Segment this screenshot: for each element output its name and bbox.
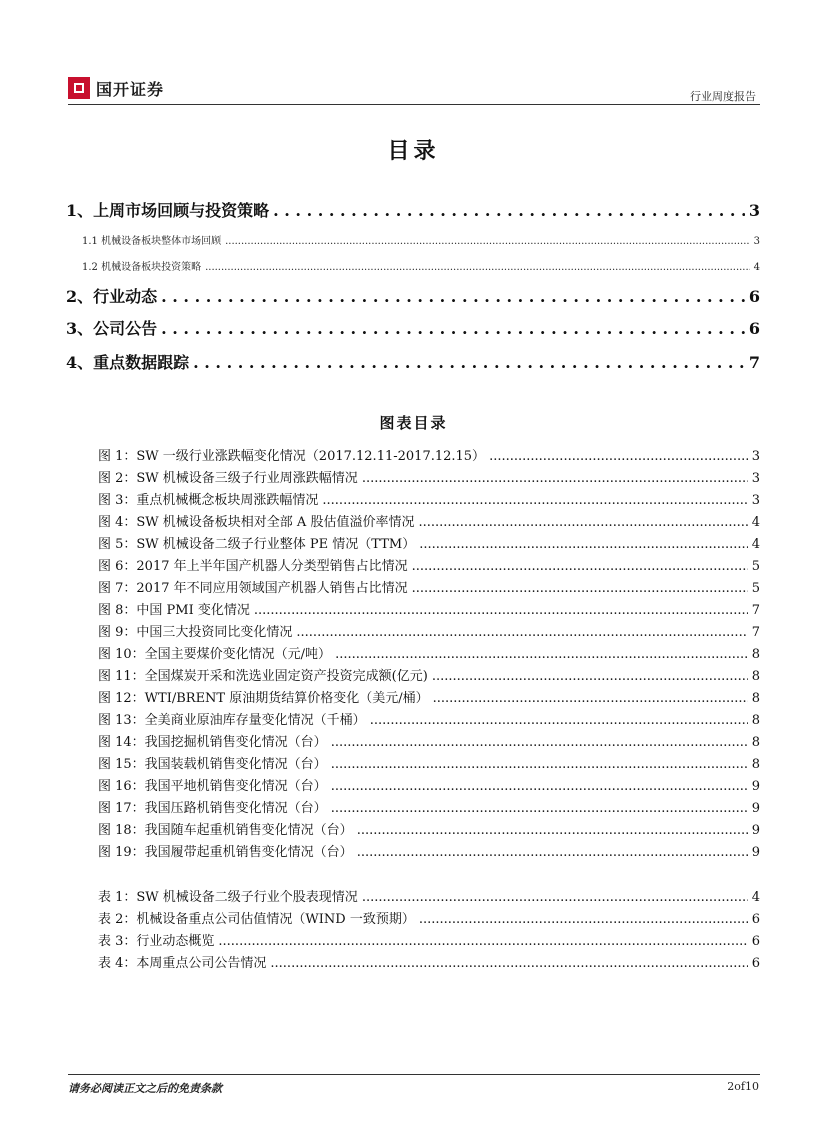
figure-leader [331, 779, 748, 794]
figure-entry-page: 3 [751, 449, 760, 464]
figure-leader [489, 449, 748, 464]
figure-entry[interactable] [98, 709, 760, 729]
toc-entry-page: 7 [748, 353, 760, 372]
figure-entry[interactable] [98, 467, 760, 487]
figure-entry-label: 图 13：全美商业原油库存量变化情况（千桶） [98, 713, 366, 728]
figure-entry-page: 8 [751, 735, 760, 750]
toc-leader [161, 287, 745, 306]
figure-entry-page: 8 [751, 647, 760, 662]
figure-entry[interactable] [98, 445, 760, 465]
toc-title: 目录 [387, 138, 440, 164]
table-leader [362, 890, 748, 905]
figure-entry-page: 7 [751, 603, 760, 618]
table-entry-page: 4 [751, 890, 760, 905]
figure-entry-page: 5 [751, 559, 760, 574]
figure-leader [322, 493, 747, 508]
figure-leader [433, 691, 748, 706]
footer-disclaimer: 请务必阅读正文之后的免责条款 [68, 1082, 222, 1095]
toc-leader [205, 262, 750, 273]
toc-leader [193, 353, 745, 372]
toc-entry-page: 6 [748, 287, 760, 306]
brand-mark-icon [68, 77, 90, 99]
table-entry[interactable] [98, 886, 760, 906]
toc-entry-label: 1、上周市场回顾与投资策略 [66, 201, 270, 220]
figure-entry-label: 图 18：我国随车起重机销售变化情况（台） [98, 823, 353, 838]
figure-entry-label: 图 12：WTI/BRENT 原油期货结算价格变化（美元/桶） [98, 691, 429, 706]
figure-leader [412, 559, 748, 574]
figure-entry-label: 图 7：2017 年不同应用领域国产机器人销售占比情况 [98, 581, 408, 596]
figure-entry-page: 9 [751, 845, 760, 860]
figure-entry[interactable] [98, 555, 760, 575]
figure-entry-label: 图 19：我国履带起重机销售变化情况（台） [98, 845, 353, 860]
figure-entry-label: 图 17：我国压路机销售变化情况（台） [98, 801, 327, 816]
table-entry[interactable] [98, 930, 760, 950]
toc-leader [273, 201, 745, 220]
figure-entry-page: 3 [751, 493, 760, 508]
figure-entry-page: 8 [751, 691, 760, 706]
figure-entry-label: 图 11：全国煤炭开采和洗选业固定资产投资完成额(亿元) [98, 669, 428, 684]
figure-entry[interactable] [98, 753, 760, 773]
figure-entry-label: 图 9：中国三大投资同比变化情况 [98, 625, 293, 640]
table-entry-page: 6 [751, 912, 760, 927]
figure-entry-page: 7 [751, 625, 760, 640]
toc-entry-page: 6 [748, 319, 760, 338]
figure-leader [412, 581, 748, 596]
figure-entry-page: 5 [751, 581, 760, 596]
figure-entry[interactable] [98, 621, 760, 641]
toc-entry-page: 3 [753, 236, 760, 247]
figure-entry[interactable] [98, 489, 760, 509]
toc-entry-page: 3 [748, 201, 760, 220]
toc-entry-label: 1.2 机械设备板块投资策略 [82, 262, 202, 273]
figure-entry-label: 图 15：我国装载机销售变化情况（台） [98, 757, 327, 772]
brand-name: 国开证券 [96, 79, 165, 99]
figure-entry[interactable] [98, 841, 760, 861]
figure-entry-label: 图 6：2017 年上半年国产机器人分类型销售占比情况 [98, 559, 408, 574]
toc-entry-label: 4、重点数据跟踪 [66, 353, 190, 372]
figure-entry-label: 图 1：SW 一级行业涨跌幅变化情况（2017.12.11-2017.12.15） [98, 449, 486, 464]
figure-entry[interactable] [98, 511, 760, 531]
figure-entry[interactable] [98, 819, 760, 839]
figure-entry-label: 图 14：我国挖掘机销售变化情况（台） [98, 735, 327, 750]
footer-divider [68, 1074, 760, 1075]
toc-entry[interactable] [66, 316, 760, 338]
figure-entry-label: 图 5：SW 机械设备二级子行业整体 PE 情况（TTM） [98, 537, 416, 552]
header-divider [68, 104, 760, 105]
figure-entry[interactable] [98, 599, 760, 619]
table-leader [270, 956, 747, 971]
report-type: 行业周度报告 [690, 90, 756, 103]
figure-leader [254, 603, 748, 618]
figure-entry-page: 8 [751, 757, 760, 772]
table-entry-label: 表 3：行业动态概览 [98, 934, 215, 949]
figure-entry[interactable] [98, 533, 760, 553]
figure-leader [331, 801, 748, 816]
figure-entry[interactable] [98, 643, 760, 663]
figure-entry[interactable] [98, 797, 760, 817]
figure-entry-page: 9 [751, 779, 760, 794]
table-entry-label: 表 1：SW 机械设备二级子行业个股表现情况 [98, 890, 358, 905]
figure-entry-label: 图 10：全国主要煤价变化情况（元/吨） [98, 647, 332, 662]
page-header [68, 74, 758, 106]
table-entry-label: 表 2：机械设备重点公司估值情况（WIND 一致预期） [98, 912, 415, 927]
figure-leader [362, 471, 748, 486]
figure-entry-page: 8 [751, 669, 760, 684]
toc-entry[interactable] [66, 350, 760, 372]
figures-title: 图表目录 [379, 414, 448, 432]
figure-leader [331, 735, 748, 750]
figure-entry-label: 图 2：SW 机械设备三级子行业周涨跌幅情况 [98, 471, 358, 486]
table-entry[interactable] [98, 908, 760, 928]
toc-entry-page: 4 [753, 262, 760, 273]
toc-entry[interactable] [66, 198, 760, 220]
toc-entry-label: 3、公司公告 [66, 319, 158, 338]
figure-entry-page: 9 [751, 801, 760, 816]
toc-entry[interactable] [66, 284, 760, 306]
table-entry-page: 6 [751, 956, 760, 971]
figure-entry-page: 4 [751, 515, 760, 530]
figure-leader [370, 713, 748, 728]
table-entry-page: 6 [751, 934, 760, 949]
table-entry[interactable] [98, 952, 760, 972]
figure-entry-page: 3 [751, 471, 760, 486]
figure-entry-label: 图 3：重点机械概念板块周涨跌幅情况 [98, 493, 319, 508]
toc-entry[interactable] [82, 258, 760, 272]
figure-entry-label: 图 8：中国 PMI 变化情况 [98, 603, 250, 618]
figure-entry-page: 9 [751, 823, 760, 838]
figure-leader [331, 757, 748, 772]
figure-leader [357, 845, 748, 860]
page-number: 2of10 [727, 1080, 759, 1093]
figure-leader [418, 515, 747, 530]
figure-entry-page: 4 [751, 537, 760, 552]
figure-leader [419, 537, 748, 552]
figure-entry[interactable] [98, 731, 760, 751]
figure-entry-label: 图 4：SW 机械设备板块相对全部 A 股估值溢价率情况 [98, 515, 415, 530]
figure-leader [357, 823, 748, 838]
brand-logo [68, 74, 164, 102]
table-leader [218, 934, 747, 949]
figure-entry[interactable] [98, 687, 760, 707]
figure-entry[interactable] [98, 775, 760, 795]
figure-leader [432, 669, 748, 684]
figure-entry-label: 图 16：我国平地机销售变化情况（台） [98, 779, 327, 794]
table-leader [419, 912, 748, 927]
toc-leader [161, 319, 745, 338]
figure-entry[interactable] [98, 665, 760, 685]
toc-entry[interactable] [82, 232, 760, 246]
table-entry-label: 表 4：本周重点公司公告情况 [98, 956, 267, 971]
toc-entry-label: 1.1 机械设备板块整体市场回顾 [82, 236, 222, 247]
figure-leader [335, 647, 748, 662]
figure-entry-page: 8 [751, 713, 760, 728]
figure-leader [296, 625, 747, 640]
toc-leader [225, 236, 750, 247]
figure-entry[interactable] [98, 577, 760, 597]
toc-entry-label: 2、行业动态 [66, 287, 158, 306]
